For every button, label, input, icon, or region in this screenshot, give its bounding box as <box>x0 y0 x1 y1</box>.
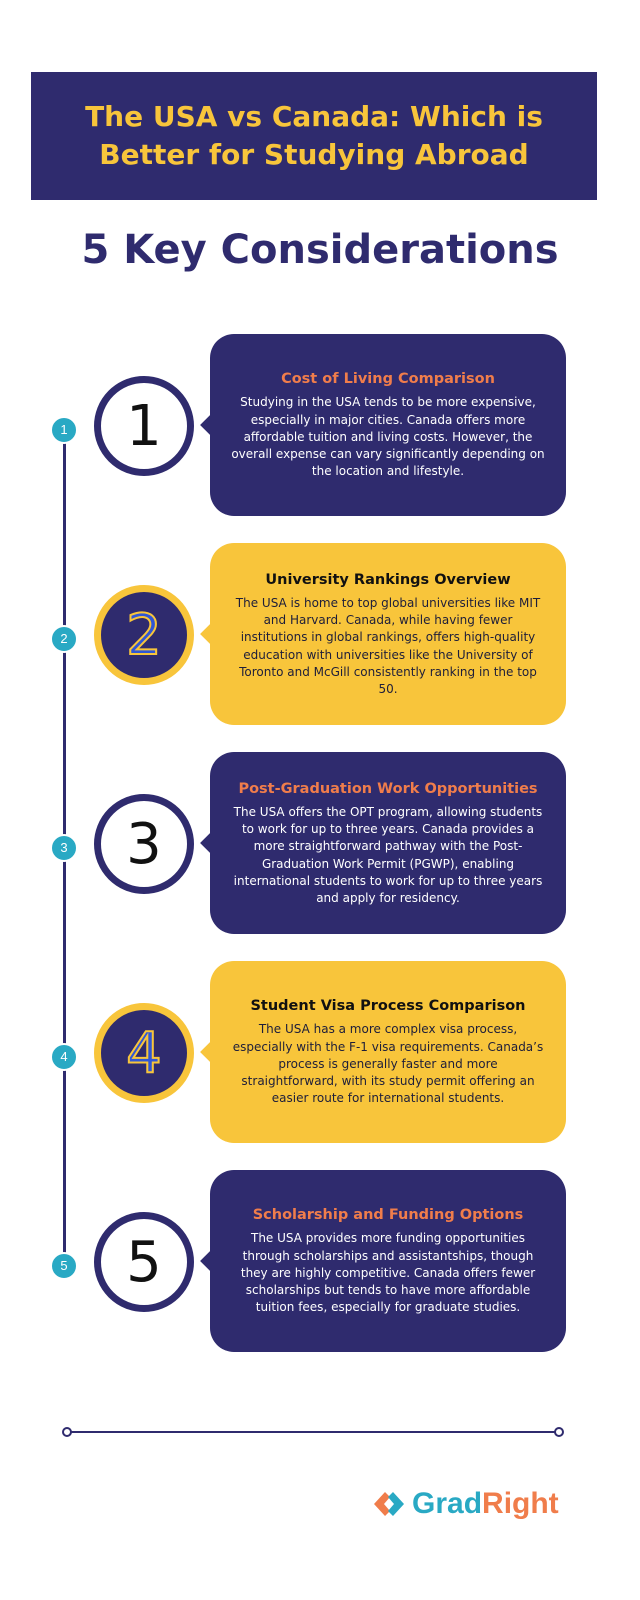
consideration-card-4 <box>210 961 566 1143</box>
card-text: The USA has a more complex visa process, especially with the F-1 visa requirements. Canada’s process is generally faster and more straightforward, with its study permit offering an easier route for international students. <box>232 1022 544 1106</box>
step-number-circle-5 <box>94 1212 194 1312</box>
step-number-circle-1 <box>94 376 194 476</box>
timeline-dot-1: 1 <box>50 416 78 444</box>
gradright-logo <box>372 1484 559 1524</box>
gradright-chevron-icon <box>372 1489 406 1519</box>
step-number: 1 <box>126 393 162 459</box>
consideration-card-3 <box>210 752 566 934</box>
step-number-circle-3 <box>94 794 194 894</box>
timeline-dot-3: 3 <box>50 834 78 862</box>
consideration-card-5 <box>210 1170 566 1352</box>
card-text: Studying in the USA tends to be more expensive, especially in major cities. Canada offers more affordable tuition and living costs. However, the overall expense can vary significantly depending on the location and lifestyle. <box>231 395 545 479</box>
timeline-dot-2: 2 <box>50 625 78 653</box>
card-text: The USA offers the OPT program, allowing students to work for up to three years. Canada provides a more straightforward pathway with the Post-Graduation Work Permit (PGWP), enabling international students to work for up to three years and apply for residency. <box>233 804 543 905</box>
step-number-circle-2 <box>94 585 194 685</box>
card-title: Scholarship and Funding Options <box>252 1207 524 1224</box>
step-number: 2 <box>126 602 162 668</box>
consideration-card-2 <box>210 543 566 725</box>
divider-endpoint <box>554 1427 564 1437</box>
page-subtitle: 5 Key Considerations <box>81 227 559 273</box>
consideration-card-1 <box>210 334 566 516</box>
divider-endpoint <box>62 1427 72 1437</box>
step-number: 3 <box>126 811 162 877</box>
timeline-dot-4: 4 <box>50 1043 78 1071</box>
card-title: Student Visa Process Comparison <box>250 998 526 1015</box>
step-number: 5 <box>126 1229 162 1295</box>
logo-text-right: Right <box>482 1487 559 1520</box>
step-number: 4 <box>126 1020 162 1086</box>
timeline-dot-5: 5 <box>50 1252 78 1280</box>
logo-text-grad: Grad <box>412 1487 483 1520</box>
title-banner <box>31 72 597 200</box>
card-title: Post-Graduation Work Opportunities <box>238 780 538 797</box>
footer-divider <box>67 1431 559 1433</box>
card-text: The USA is home to top global universities like MIT and Harvard. Canada, while having fewer institutions in global rankings, offers high-quality education with universities like the University of Toronto and McGill consistently ranking in the top 50. <box>235 595 541 696</box>
card-title: University Rankings Overview <box>265 571 511 588</box>
card-text: The USA provides more funding opportunities through scholarships and assistantships, though they are highly competitive. Canada offers fewer scholarships but tends to have more affordable tuition fees, especially for graduate studies. <box>240 1231 536 1315</box>
page-title: The USA vs Canada: Which is Better for Studying Abroad <box>85 100 543 171</box>
card-title: Cost of Living Comparison <box>281 371 495 388</box>
step-number-circle-4 <box>94 1003 194 1103</box>
